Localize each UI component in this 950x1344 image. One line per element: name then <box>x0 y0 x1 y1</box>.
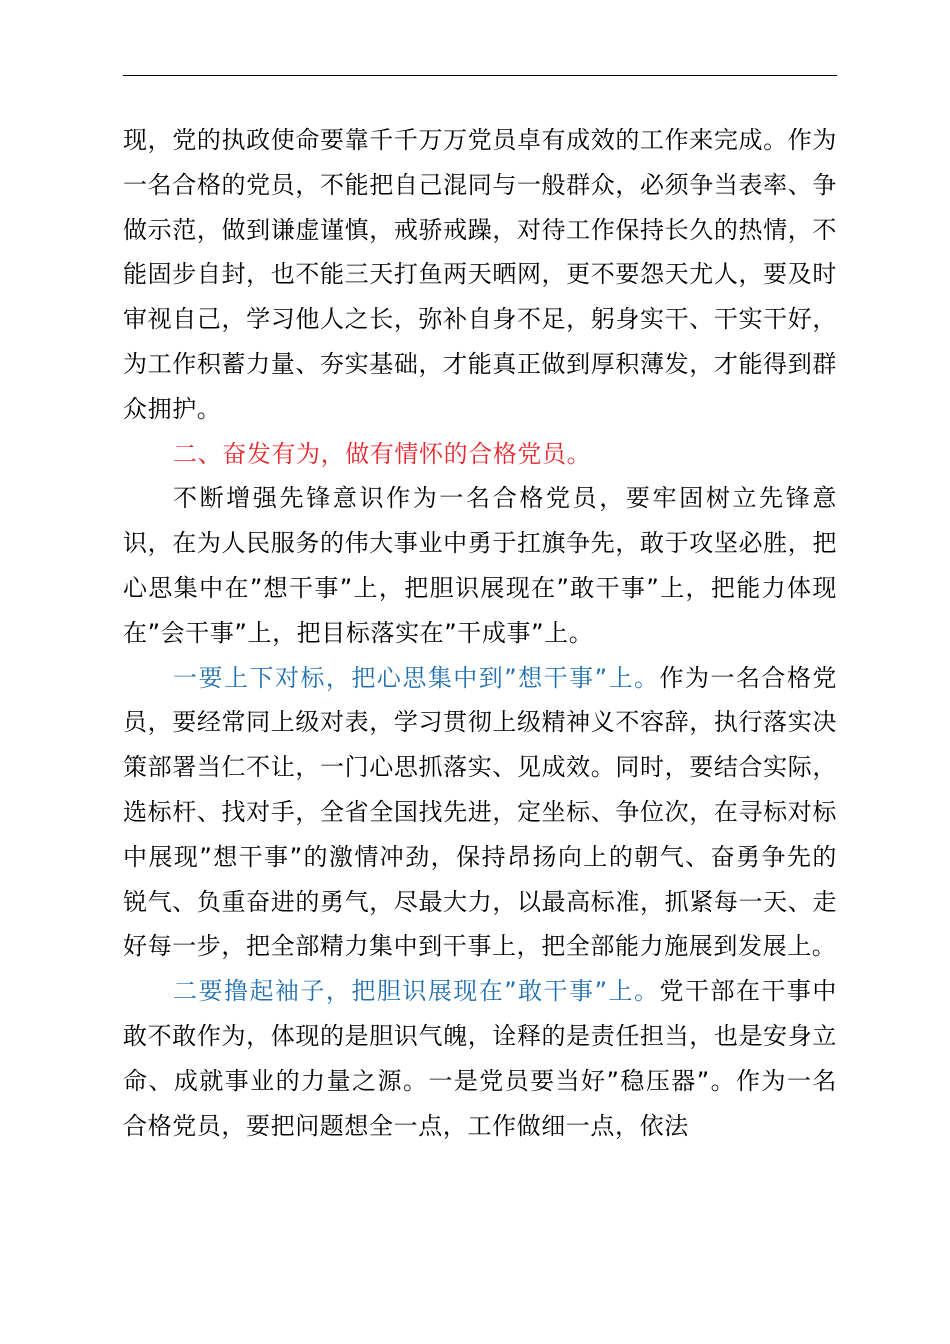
paragraph-point-two <box>123 969 837 1148</box>
document-body <box>123 118 837 1148</box>
point-one-body: 作为一名合格党员，要经常同上级对表，学习贯彻上级精神义不容辞，执行落实决策部署当仁不让，一门心思抓落实、见成效。同时，要结合实际，选标杆、找对手，全省全国找先进，定坐标、争位次，在寻标对标中展现”想干事”的激情冲劲，保持昂扬向上的朝气、奋勇争先的锐气、负重奋进的勇气，尽最大力，以最高标准，抓紧每一天、走好每一步，把全部精力集中到干事上，把全部能力施展到发展上。 <box>123 663 837 961</box>
paragraph-continuation: 现，党的执政使命要靠千千万万党员卓有成效的工作来完成。作为一名合格的党员，不能把自己混同与一般群众，必须争当表率、争做示范，做到谦虚谨慎，戒骄戒躁，对待工作保持长久的热情，不能固步自封，也不能三天打鱼两天晒网，更不要怨天尤人，要及时审视自己，学习他人之长，弥补自身不足，躬身实干、干实干好，为工作积蓄力量、夯实基础，才能真正做到厚积薄发，才能得到群众拥护。 <box>123 126 837 423</box>
header-rule <box>123 75 837 76</box>
paragraph-vanguard: 不断增强先锋意识作为一名合格党员，要牢固树立先锋意识，在为人民服务的伟大事业中勇于扛旗争先，敢于攻坚必胜，把心思集中在”想干事”上，把胆识展现在”敢干事”上，把能力体现在”会干事”上，把目标落实在”干成事”上。 <box>123 484 837 647</box>
paragraph-point-one <box>123 656 837 970</box>
point-one-lead: 一要上下对标，把心思集中到”想干事”上。 <box>173 663 660 692</box>
point-two-body: 党干部在干事中敢不敢作为，体现的是胆识气魄，诠释的是责任担当，也是安身立命、成就事业的力量之源。一是党员要当好”稳压器”。作为一名合格党员，要把问题想全一点，工作做细一点，依法 <box>123 977 837 1140</box>
point-two-lead: 二要撸起袖子，把胆识展现在”敢干事”上。 <box>173 977 660 1006</box>
section-heading: 二、奋发有为，做有情怀的合格党员。 <box>173 439 592 468</box>
